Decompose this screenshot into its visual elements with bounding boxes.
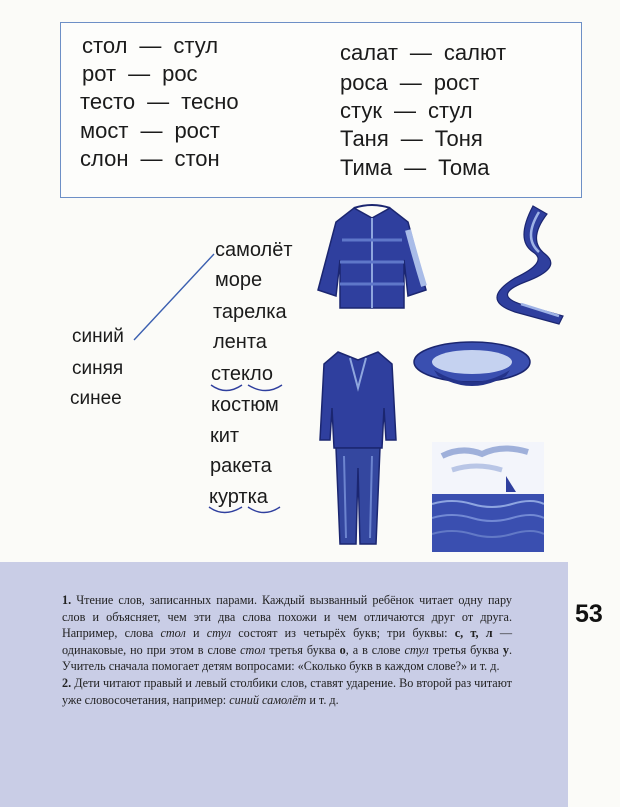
adjective-2: синяя [72, 358, 124, 379]
note-text: Чтение слов, записанных парами. Каждый вызванный ребёнок читает одну пару слов и объясняет, чем эти два слова похожи и чем отличаются друг от друга. Например, слова [62, 593, 512, 641]
dash: — [393, 98, 416, 123]
word: Тоня [434, 126, 483, 151]
word: стул [173, 33, 219, 58]
note-bold-letters: с, т, л [454, 626, 493, 641]
noun-5: стекло [211, 363, 274, 385]
dash: — [400, 126, 423, 151]
word: тесто [80, 89, 136, 114]
teacher-note [62, 592, 512, 708]
dash: — [399, 70, 422, 95]
noun-8: ракета [210, 455, 272, 477]
dash: — [140, 118, 163, 143]
note-italic-example: синий самолёт [229, 692, 307, 707]
word: Тима [340, 155, 393, 180]
word: мост [80, 118, 129, 143]
note-text: Дети читают правый и левый столбики слов, ставят ударение. Во второй раз читают уже словосочетания, например: [62, 675, 512, 707]
noun-7: кит [210, 425, 240, 447]
pair-left-5 [80, 146, 220, 172]
suit-icon [318, 348, 398, 548]
word: стул [427, 98, 473, 123]
word: Таня [340, 126, 389, 151]
pair-right-1 [340, 40, 506, 66]
dash: — [147, 89, 170, 114]
word: стон [174, 146, 220, 171]
adjective-1: синий [72, 326, 124, 347]
noun-9: куртка [209, 486, 268, 508]
dash: — [404, 155, 427, 180]
note-number: 1. [62, 593, 72, 607]
pair-right-5 [340, 155, 489, 181]
word: стук [340, 98, 382, 123]
word: рост [433, 70, 480, 95]
note-bold-letter: о [339, 642, 346, 657]
noun-6: костюм [211, 394, 279, 416]
word: салат [340, 40, 398, 65]
note-text: третья буква [428, 642, 503, 657]
word: тесно [181, 89, 239, 114]
connector-line [130, 248, 220, 348]
pair-right-3 [340, 98, 473, 124]
pair-left-3 [80, 89, 239, 115]
syllable-arcs-kurtka [206, 504, 286, 518]
dash: — [140, 146, 163, 171]
word: рост [174, 118, 220, 143]
note-text: состоят из четырёх букв; три буквы: [231, 626, 455, 641]
dash: — [139, 33, 162, 58]
sea-icon [432, 442, 544, 552]
dash: — [409, 40, 432, 65]
pair-right-2 [340, 70, 479, 96]
word: слон [80, 146, 129, 171]
noun-4: лента [213, 331, 267, 353]
note-italic-word: стол [160, 626, 186, 641]
note-italic-word: стул [206, 626, 232, 641]
note-text: , а в слове [345, 642, 405, 657]
note-italic-word: стол [240, 642, 266, 657]
note-paragraph-1 [62, 592, 512, 675]
noun-3: тарелка [213, 301, 287, 323]
word: салют [443, 40, 507, 65]
noun-1: самолёт [215, 239, 293, 261]
note-italic-word: стул [404, 642, 429, 657]
note-number: 2. [62, 675, 72, 690]
syllable-arcs-steklo [208, 382, 288, 396]
dash: — [128, 61, 151, 86]
adjective-3: синее [70, 388, 122, 409]
noun-2: море [215, 269, 263, 291]
word: стол [82, 33, 128, 58]
pair-right-4 [340, 126, 483, 152]
word: рос [162, 61, 198, 86]
note-text: и [185, 626, 207, 641]
note-bold-letter: у [502, 642, 509, 657]
ribbon-icon [475, 200, 570, 325]
note-text: третья буква [265, 642, 340, 657]
note-paragraph-2 [62, 675, 512, 708]
note-text: — одинаковые, но при этом в слове [62, 626, 513, 657]
plate-icon [410, 336, 534, 396]
jacket-icon [312, 200, 432, 316]
note-text: . Учитель сначала помогает детям вопросами: «Сколько букв в каждом слове?» и т. д. [62, 642, 513, 674]
word: рот [82, 61, 117, 86]
page-number: 53 [575, 600, 603, 628]
pair-left-4 [80, 118, 220, 144]
word: роса [340, 70, 388, 95]
word: Тома [438, 155, 490, 180]
note-text: и т. д. [306, 692, 339, 707]
pair-left-2 [82, 61, 198, 87]
pair-left-1 [82, 33, 218, 59]
